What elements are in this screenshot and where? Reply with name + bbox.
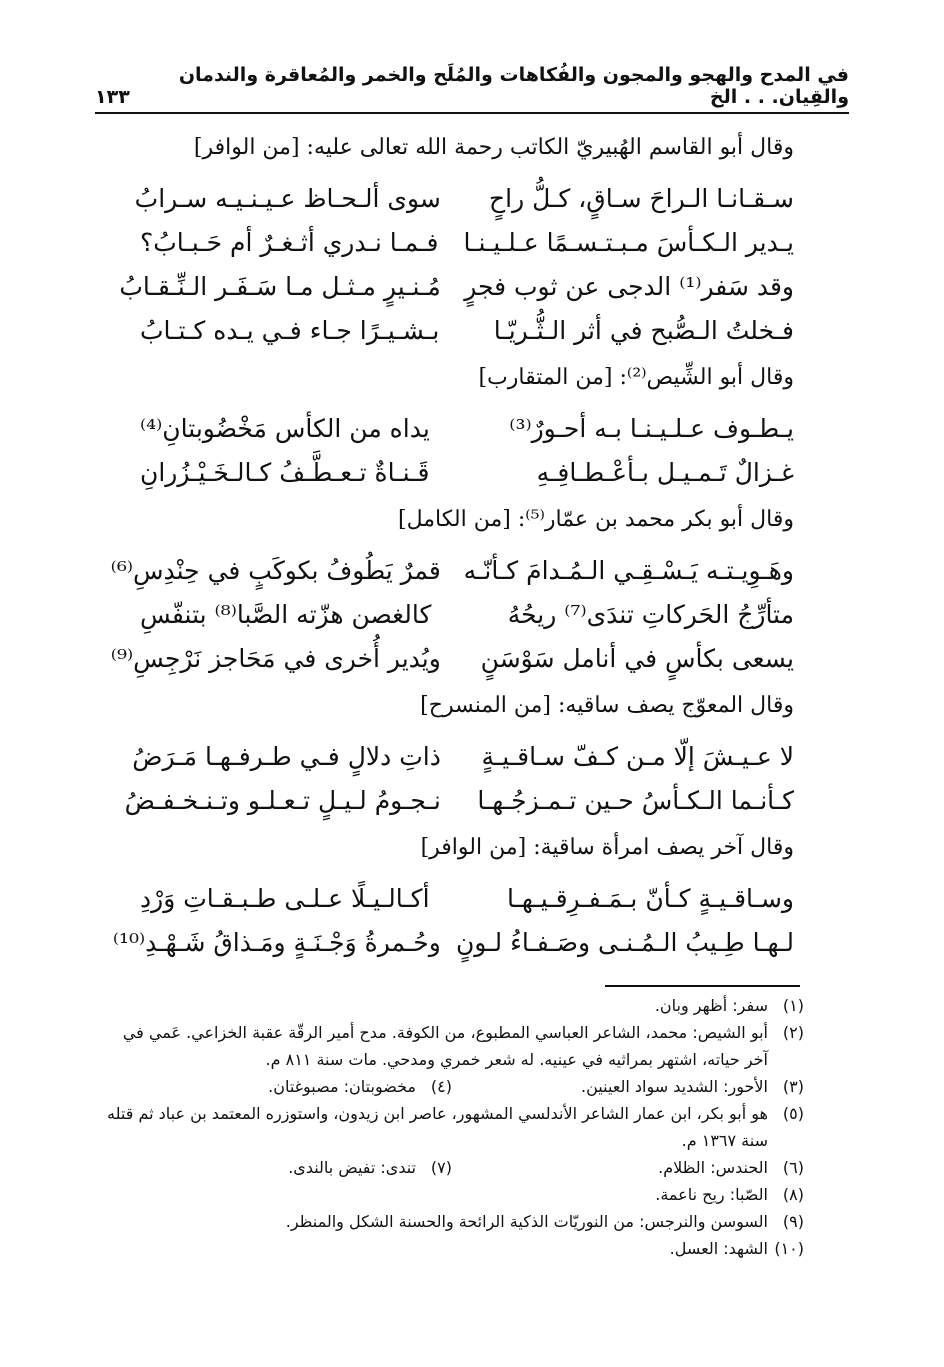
verse-first-hemistich: سـقـانـا الـراحَ سـاقٍ، كـلُّ راحٍ: [489, 183, 794, 213]
verse-first-hemistich: لا عـيـشَ إلّا مـن كـفّ سـاقـيـةٍ: [481, 741, 794, 771]
verse-second-hemistich: سوى ألـحـاظ عـيـنـيـه سـرابُ: [134, 183, 441, 213]
footnote-text: مخضوبتان: مصبوغتان.: [268, 1077, 416, 1096]
footnote-text: أبو الشيص: محمد، الشاعر العباسي المطبوع، من الكوفة. مدح أمير الرقّة عقبة الخزاعي. عَمي في آخر حياته، اشتهر بمراثيه في عينيه. له شعر خمري ومدحي. مات سنة ٨١١ م.: [122, 1023, 768, 1069]
footnote-number: (٣): [782, 1077, 804, 1096]
header-divider: [95, 112, 849, 114]
footnote: [100, 1100, 804, 1154]
page-number: ١٣٣: [95, 86, 130, 108]
poem-body: [110, 128, 794, 964]
footnote-number: (٨): [782, 1185, 804, 1204]
section-intro: وقال آخر يصف امرأة ساقية: [من الوافر]: [420, 835, 794, 860]
footnote-text: الحندس: الظلام.: [658, 1158, 768, 1177]
verse-line: [140, 876, 794, 920]
verse-second-hemistich: بـشـيـرًا جـاء فـي يـده كـتـابُ: [140, 315, 440, 345]
verse-first-hemistich: يـطـوف عـلـيـنـا بـه أحـورٌ⁽³⁾: [509, 413, 794, 443]
verse-first-hemistich: يـدير الـكـأسَ مـبـتـسـمًا عـلـيـنـا: [463, 227, 794, 257]
verse-second-hemistich: قَـنـاةٌ تـعـطَّـفُ كـالـخَـيْـزُرانِ: [140, 457, 430, 487]
footnote: [100, 1154, 452, 1181]
running-header: [95, 64, 849, 108]
verse-second-hemistich: أكـالـيـلًا عـلـى طـبـقـاتِ وَرْدِ: [140, 883, 430, 913]
footnote-text: تندى: تفيض بالندى.: [288, 1158, 416, 1177]
verse-first-hemistich: وهَـوِيـتـه يَـسْـقِـي الـمُـدامَ كـأنّـه: [463, 555, 794, 585]
footnote: [452, 1073, 804, 1100]
footnotes: [100, 992, 804, 1262]
footnote-number: (٦): [782, 1158, 804, 1177]
verse-second-hemistich: كالغصن هزّته الصَّبا⁽⁸⁾ بتنفّسِ: [140, 599, 432, 629]
verse-second-hemistich: فـمـا نـدري أثـغـرٌ أم حَـبـابُ؟: [140, 227, 439, 257]
footnote-number: (٥): [782, 1104, 804, 1123]
verse-second-hemistich: ذاتِ دلالٍ فـي طـرفـهـا مَـرَضُ: [132, 741, 441, 771]
verse-first-hemistich: يسعى بكأسٍ في أنامل سَوْسَنٍ: [480, 643, 794, 673]
verse-second-hemistich: نـجـومُ لـيـلٍ تـعـلـو وتـنـخـفـضُ: [124, 785, 441, 815]
header-title: في المدح والهجو والمجون والفُكاهات والمُلَح والخمر والمُعاقرة والندمان والقِيان. . . الخ: [178, 64, 849, 108]
verse-first-hemistich: غـزالٌ تَـمـيـل بـأعْـطـافِـهِ: [536, 457, 794, 487]
verse-line: [112, 920, 794, 964]
footnote-number: (٧): [430, 1158, 452, 1177]
verse-line: [140, 220, 794, 264]
verse-line: [140, 450, 794, 494]
footnote: [100, 1208, 804, 1235]
footnote: [452, 1154, 804, 1181]
footnote-text: الصّبا: ريح ناعمة.: [655, 1185, 768, 1204]
footnote-text: سفر: أظهر وبان.: [654, 996, 768, 1015]
footnote: [100, 992, 804, 1019]
verse-line: [140, 592, 794, 636]
footnote-text: الشهد: العسل.: [669, 1239, 768, 1258]
verse-line: [140, 406, 794, 450]
footnote: [100, 1181, 804, 1208]
verse-second-hemistich: وحُـمرةُ وَجْـنَـةٍ ومَـذاقُ شَـهْـدِ⁽¹⁰⁾: [112, 927, 441, 957]
verse-first-hemistich: وقد سَفر⁽¹⁾ الدجى عن ثوب فجرٍ: [464, 271, 794, 301]
verse-second-hemistich: مُـنـيرٍ مـثـل مـا سَـفَـر الـنِّـقـابُ: [119, 271, 441, 301]
verse-second-hemistich: ويُدير أُخرى في مَحَاجز نَرْجِسِ⁽⁹⁾: [110, 643, 441, 673]
verse-line: [132, 734, 794, 778]
verse-line: [119, 264, 794, 308]
verse-first-hemistich: فـخلتُ الـصُّبح في أثر الـثُّـريّـا: [493, 315, 794, 345]
footnote: [100, 1073, 452, 1100]
section-intro: وقال أبو بكر محمد بن عمّار⁽⁵⁾: [من الكامل]: [398, 507, 794, 532]
footnote-text: هو أبو بكر، ابن عمار الشاعر الأندلسي المشهور، عاصر ابن زيدون، واستوزره المعتمد بن عباد ثم قتله سنة ١٣٦٧ م.: [107, 1104, 768, 1150]
footnote: [100, 1019, 804, 1073]
footnote-row: [100, 1073, 804, 1100]
footnote-divider: [605, 985, 800, 987]
footnote-number: (٩): [782, 1212, 804, 1231]
verse-second-hemistich: يداه من الكأس مَخْضُوبتانِ⁽⁴⁾: [140, 413, 430, 443]
verse-line: [134, 176, 794, 220]
section-intro: وقال المعوّج يصف ساقيه: [من المنسرح]: [420, 693, 794, 718]
verse-first-hemistich: متأرِّجُ الحَركاتِ تندَى⁽⁷⁾ ريحُهُ: [507, 599, 794, 629]
verse-second-hemistich: قمرٌ يَطُوفُ بكوكَبٍ في حِنْدِسِ⁽⁶⁾: [110, 555, 441, 585]
footnote-number: (٤): [430, 1077, 452, 1096]
verse-line: [140, 308, 794, 352]
footnote-number: (١٠): [774, 1239, 804, 1258]
section-intro: وقال أبو القاسم الهُبيريّ الكاتب رحمة الله تعالى عليه: [من الوافر]: [193, 135, 794, 160]
verse-line: [110, 548, 794, 592]
verse-line: [124, 778, 794, 822]
footnote-number: (١): [782, 996, 804, 1015]
verse-line: [110, 636, 794, 680]
footnote: [100, 1235, 804, 1262]
verse-first-hemistich: وسـاقـيـةٍ كـأنّ بـمَـفـرِقـيـهـا: [506, 883, 794, 913]
footnote-row: [100, 1154, 804, 1181]
verse-first-hemistich: كـأنـما الـكـأسُ حـين تـمـزجُـهـا: [477, 785, 794, 815]
verse-first-hemistich: لـهـا طِـيبُ الـمُـنـى وصَـفـاءُ لـونٍ: [455, 927, 794, 957]
footnote-text: السوسن والنرجس: من النوريّات الذكية الرائحة والحسنة الشكل والمنظر.: [285, 1212, 768, 1231]
footnote-text: الأحور: الشديد سواد العينين.: [581, 1077, 768, 1096]
section-intro: وقال أبو الشِّيص⁽²⁾: [من المتقارب]: [478, 365, 794, 390]
footnote-number: (٢): [782, 1023, 804, 1042]
